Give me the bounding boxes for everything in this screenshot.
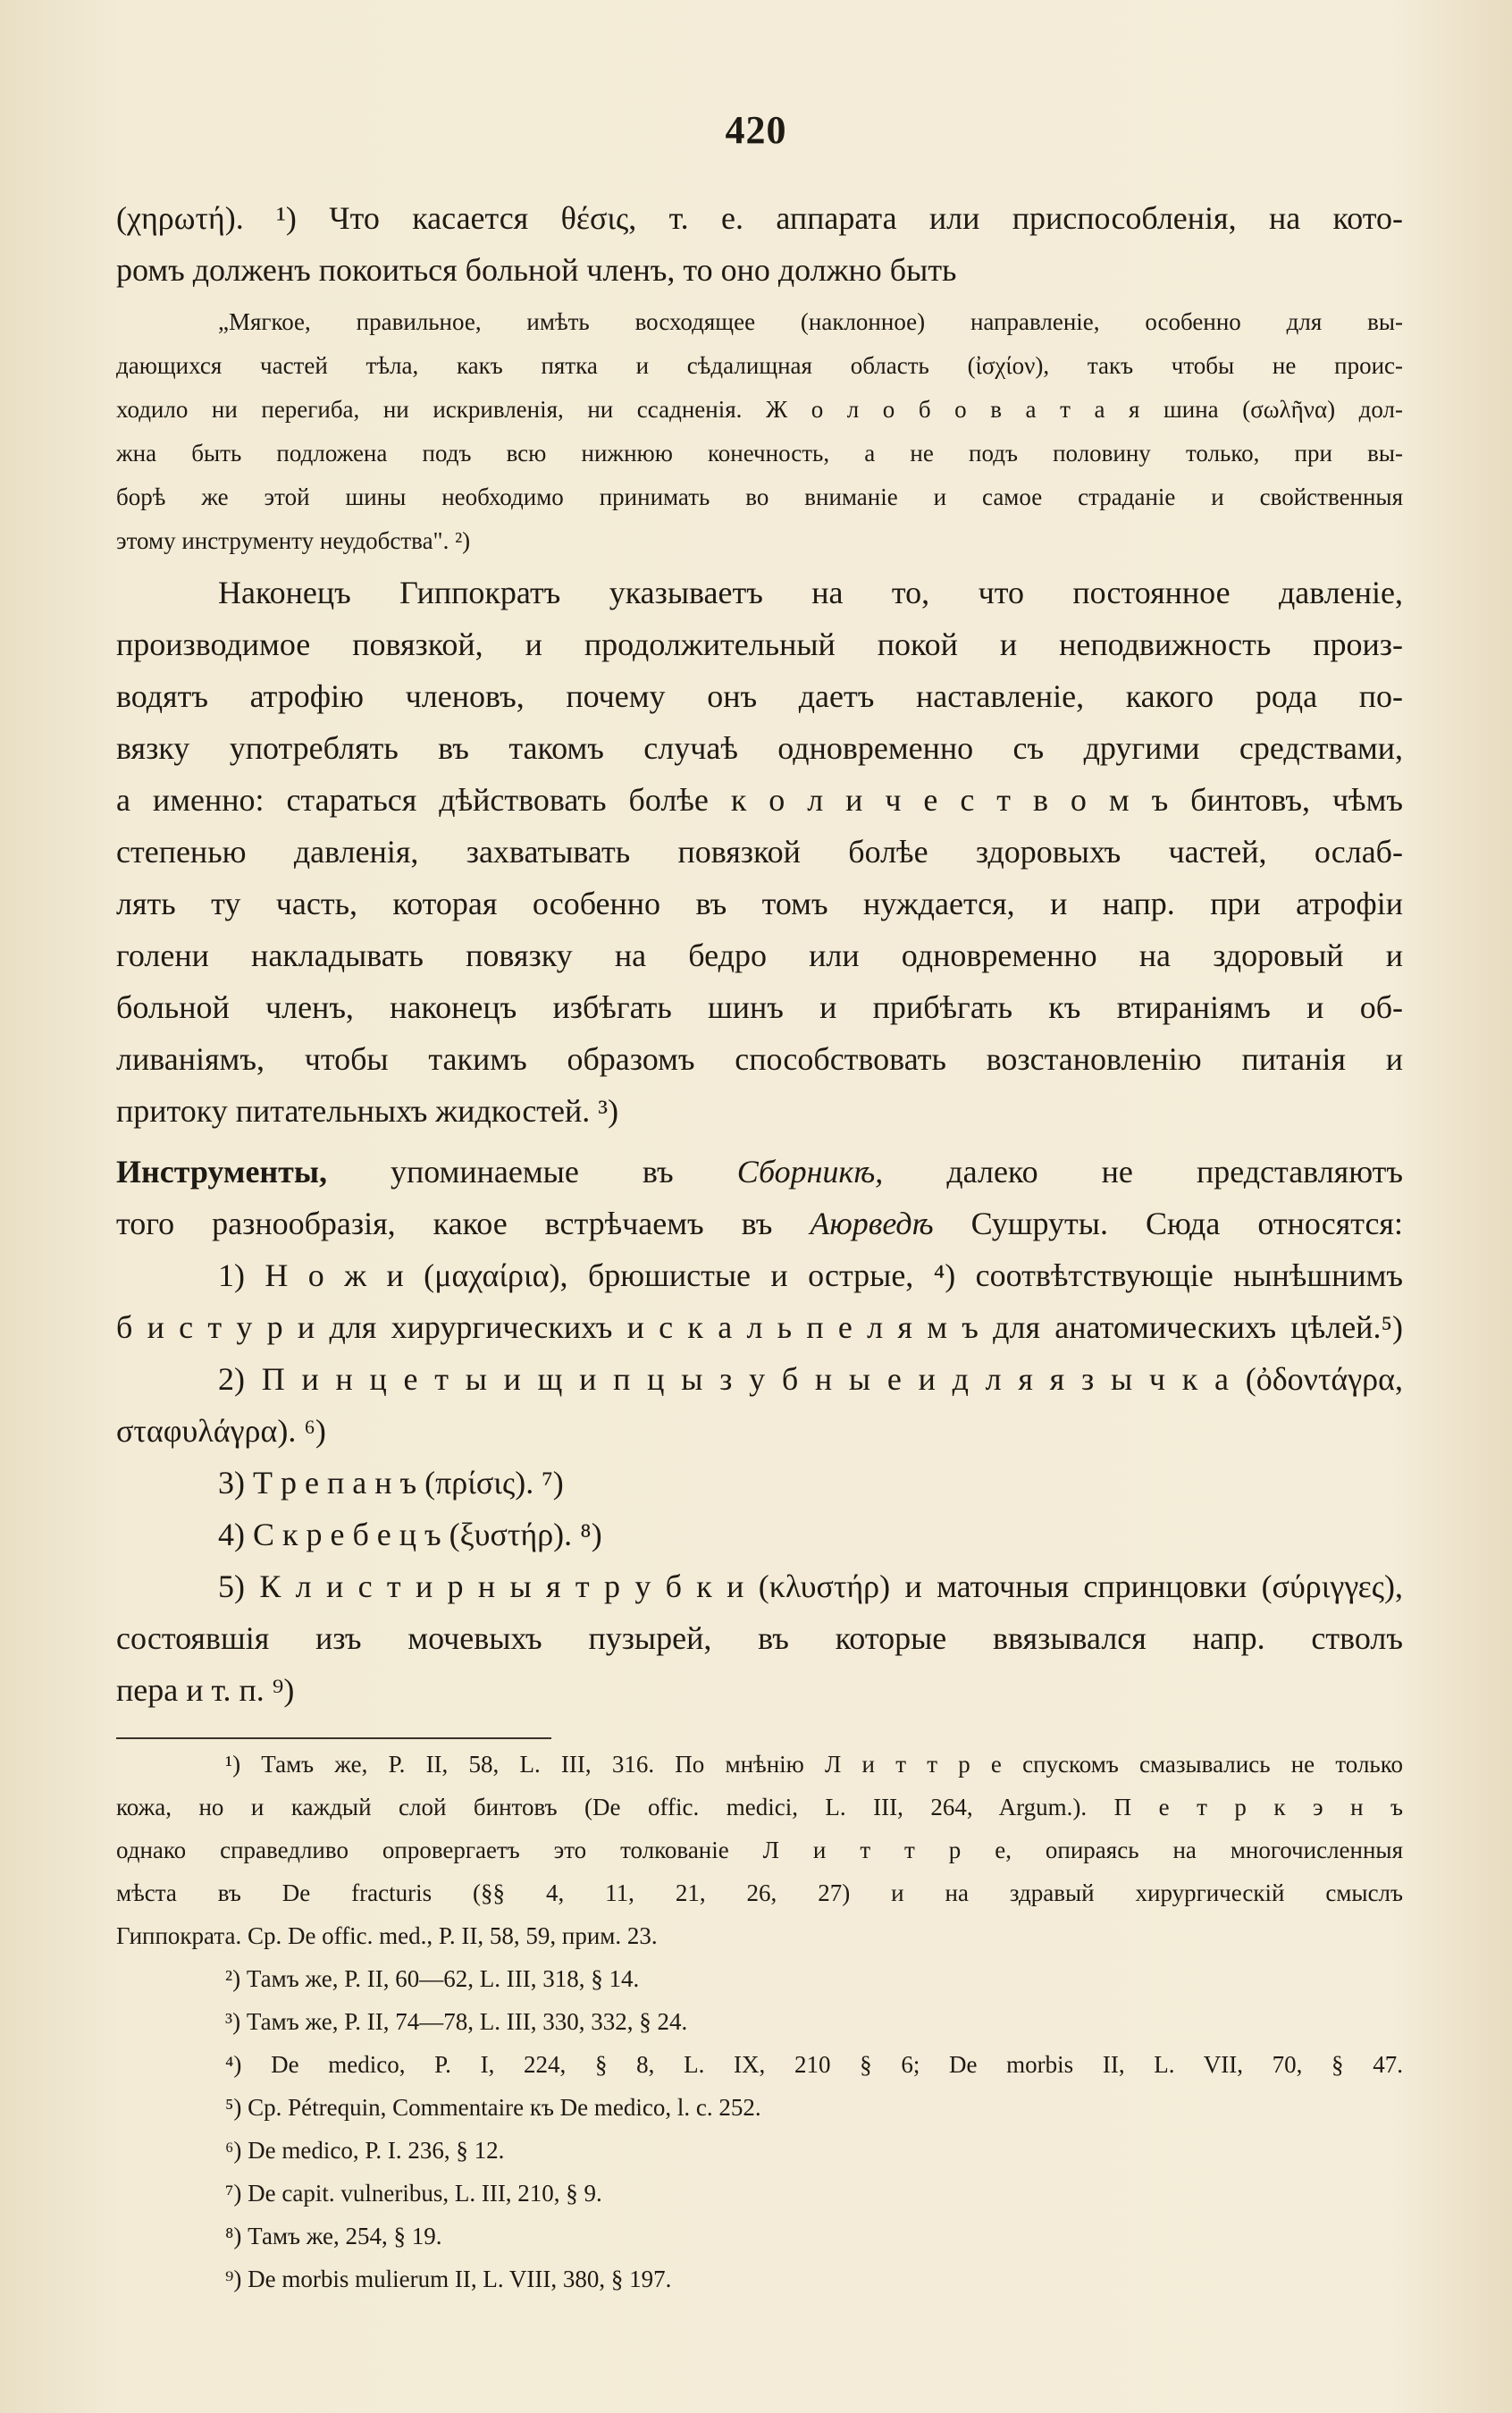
text-line: а именно: стараться дѣйствовать болѣе к о л и ч е с т в о м ъ бинтовъ, чѣмъ [116,782,1403,818]
text-line: ромъ долженъ покоиться больной членъ, то оно должно быть [116,252,957,288]
text-line: больной членъ, наконецъ избѣгать шинъ и прибѣгать къ втираніямъ и об- [116,989,1403,1025]
text-line: водятъ атрофію членовъ, почему онъ даетъ наставленіе, какого рода по- [116,678,1403,714]
text-span: того разнообразія, какое встрѣчаемъ въ [116,1206,811,1241]
text-line: вязку употреблять въ такомъ случаѣ одновременно съ другими средствами, [116,730,1403,766]
footnote-line: Гиппократа. Ср. De offic. med., P. II, 58, 59, прим. 23. [116,1922,658,1949]
text-line: притоку питательныхъ жидкостей. ³) [116,1093,619,1129]
quote-line: борѣ же этой шины необходимо принимать во вниманіе и самое страданіе и свойственныя [116,483,1403,510]
paragraph-1 [116,192,1403,296]
text-line: производимое повязкой, и продолжительный покой и неподвижность произ- [116,626,1403,662]
italic-title: Сборникѣ, [736,1154,884,1190]
paragraph-3 [116,1146,1403,1249]
quote-line: дающихся частей тѣла, какъ пятка и сѣдалищная область (ἰσχίον), такъ чтобы не проис- [116,352,1403,379]
footnote-line: ²) Тамъ же, P. II, 60—62, L. III, 318, § 14. [225,1965,640,1992]
text-span: упоминаемые въ [326,1154,737,1190]
list-item: пера и т. п. ⁹) [116,1672,295,1708]
list-item: 2) П и н ц е т ы и щ и п ц ы з у б н ы е и д л я я з ы ч к а (ὀδοντάγρα, [218,1361,1403,1397]
text-line [116,1146,1403,1198]
footnote-line: ⁵) Ср. Pétrequin, Commentaire къ De medico, l. c. 252. [225,2094,761,2121]
paragraph-2 [116,567,1403,1137]
footnote-line: ⁸) Тамъ же, 254, § 19. [225,2223,442,2249]
italic-title: Аюрведѣ [810,1206,934,1241]
footnote-line: однако справедливо опровергаетъ это толкованіе Л и т т р е, опираясь на многочисленныя [116,1837,1403,1863]
quote-line: „Мягкое, правильное, имѣть восходящее (наклонное) направленіе, особенно для вы- [218,308,1403,335]
footnote-line: ⁹) De morbis mulierum II, L. VIII, 380, § 197. [225,2266,672,2292]
list-item: состоявшія изъ мочевыхъ пузырей, въ которые ввязывался напр. стволъ [116,1620,1403,1656]
list-item: 3) Т р е п а н ъ (πρίσις). ⁷) [218,1465,564,1501]
list-item: 5) К л и с т и р н ы я т р у б к и (κλυστήρ) и маточныя спринцовки (σύριγγες), [218,1568,1403,1604]
text-line: (χηρωτή). ¹) Что касается θέσις, т. е. аппарата или приспособленія, на кото- [116,200,1403,236]
instrument-list [116,1249,1403,1716]
footnote-line: ⁴) De medico, P. I, 224, § 8, L. IX, 210 § 6; De morbis II, L. VII, 70, § 47. [225,2051,1403,2078]
quote-line: этому инструменту неудобства". ²) [116,527,471,554]
section-heading: Инструменты, [116,1154,327,1190]
text-line: голени накладывать повязку на бедро или одновременно на здоровый и [116,937,1403,973]
text-span: Сушруты. Сюда относятся: [933,1206,1403,1241]
footnote-line: ³) Тамъ же, P. II, 74—78, L. III, 330, 332, § 24. [225,2008,688,2035]
text-line: лять ту часть, которая особенно въ томъ нуждается, и напр. при атрофіи [116,886,1403,921]
list-item: 1) Н о ж и (μαχαίρια), брюшистые и острые, ⁴) соотвѣтствующіе нынѣшнимъ [218,1257,1403,1293]
text-line [116,1198,1403,1249]
footnotes [116,1743,1403,2300]
footnote-line: кожа, но и каждый слой бинтовъ (De offic. medici, L. III, 264, Argum.). П е т р к э н ъ [116,1794,1403,1820]
footnote-divider [116,1737,551,1739]
list-item: б и с т у р и для хирургическихъ и с к а л ь п е л я м ъ для анатомическихъ цѣлей.⁵) [116,1309,1403,1345]
quote-line: жна быть подложена подъ всю нижнюю конечность, а не подъ половину только, при вы- [116,440,1403,467]
text-span: далеко не представляютъ [883,1154,1403,1190]
footnote-line: ⁷) De capit. vulneribus, L. III, 210, § 9. [225,2180,602,2207]
text-line: Наконецъ Гиппократъ указываетъ на то, что постоянное давленіе, [218,575,1403,610]
footnote-line: ⁶) De medico, P. I. 236, § 12. [225,2137,505,2164]
quotation-block [116,300,1403,563]
page-number: 420 [725,108,787,152]
list-item: 4) С к р е б е ц ъ (ξυστήρ). ⁸) [218,1517,602,1552]
list-item: σταφυλάγρα). ⁶) [116,1413,326,1449]
quote-line: ходило ни перегиба, ни искривленія, ни ссадненія. Ж о л о б о в а т а я шина (σωλῆνα) дол- [116,396,1403,423]
footnote-line: ¹) Тамъ же, P. II, 58, L. III, 316. По мнѣнію Л и т т р е спускомъ смазывались не только [225,1751,1403,1778]
text-line: ливаніямъ, чтобы такимъ образомъ способствовать возстановленію питанія и [116,1041,1403,1077]
text-line: степенью давленія, захватывать повязкой болѣе здоровыхъ частей, ослаб- [116,834,1403,870]
footnote-line: мѣста въ De fracturis (§§ 4, 11, 21, 26, 27) и на здравый хирургическій смыслъ [116,1879,1403,1906]
